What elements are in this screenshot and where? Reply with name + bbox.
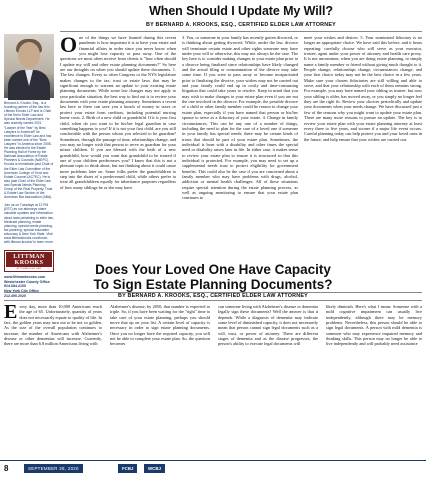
page-footer	[0, 460, 426, 480]
column-text: meet your wishes and desires. 5. Your nominated fiduciary is no longer an appropriate choice. We have said this before, and it bears repeating: carefully choose who will serve as your executor, trustee, agent under your power of attorney and health care proxy. It is not uncommon, when you are doing estate planning, to simply name a family member or friend without giving much thought to it. People change, relationships change, circumstances change, and your first choice today may not be the best choice in a few years. Make sure your chosen fiduciaries are still willing and able to serve, and that your relationship with each of them remains strong. For example, you may have named your sibling as trustee, but now your sibling is older, has moved away, or you simply no longer feel they are the right fit. Review your choices periodically and update your documents when your needs change. We have discussed just a few of the reasons why you might want to update your estate plan. There are many more reasons to pursue an update. The key is to review your estate plan with your estate planning attorney at least every three to five years, and sooner if a major life event occurs. Careful planning today can help protect you and your loved ones in the future, and help ensure that your wishes are carried out.	[304, 35, 422, 142]
divider	[4, 300, 422, 301]
office-name: Westchester County Office	[4, 279, 50, 284]
article-title: When Should I Update My Will?	[149, 4, 333, 18]
article-title	[0, 262, 426, 292]
article-column-3	[304, 35, 422, 258]
office-name: New York City Office	[4, 288, 40, 293]
office-phone: 914.684.2100	[4, 284, 26, 289]
article-byline: BY BERNARD A. KROOKS, ESQ., CERTIFIED ELDER LAW ATTORNEY	[146, 22, 336, 28]
article-column-2	[110, 304, 210, 456]
author-photo	[4, 34, 54, 98]
author-bio: Bernard A. Krooks, Esq., is a founding partner of the law firm Littman Krooks LLP and is Chair of the firm's Elder Law and Special Needs Department. He was recently named 2021 "Lawyer of the Year" by Best Lawyers in America® for excellence in Elder Law and has been named one of the "Best Lawyers" in America since 2008. He was elected to the Estate Planning Hall of Fame by the National Association of Estate Planners & Councils (NAEPC). Krooks is immediate past Chair of the Elder Law Committee of the American College of Trust and Estate Counsel (ACTEC). He is also past Chair of the Elder Law and Special Needs Planning Group of the Real Property, Trust & Estate Law Section of the American Bar Association (ABA).	[4, 101, 54, 200]
title-line: Does Your Loved One Have Capacity	[95, 262, 331, 277]
article-column-2	[182, 35, 298, 258]
article-column-4	[326, 304, 422, 456]
office-phone: 212.490.2020	[4, 293, 26, 298]
column-text: very day, more than 10,000 Americans reach the age of 65. Unfortunately, quantity of years does not necessarily equate to quality of life. In fact, the golden years may turn out to be not so golden. As the size of the overall population continues to increase, the number of Americans with Alzheimer's disease or other dementias will increase. Currently, there are more than 6.8 million Americans living with	[4, 304, 102, 347]
webinar-promo: Join us on Tuesdays at 12 PM (EST) as our attorneys share valuable updates and information about laws pertaining to elder law, Medicaid planning, estate planning, special needs planning, tax planning, special education advocacy & New York State. Visit www.littmankrooks.com/lunch-with-littman-krooks/ to learn more.	[4, 203, 54, 245]
column-text: 3. You, or someone in your family has recently gotten divorced, or is thinking about getting divorced. While, under the law, divorce will terminate certain estate and other rights someone may have under your will or otherwise, this may not always be the case. The key here is to consider making changes to your estate plan prior to a divorce being finalized since relationships have likely changed and the actual filing or consummation of the divorce may take some time. If you were to pass away or become incapacitated prior to finalizing the divorce, your wishes may not be carried out and your family could end up in costly and time-consuming litigation that could take years to resolve. Keep in mind that you may wish to make changes to your estate plan even if you are not the one involved in the divorce. For example, the possible divorce of a child or other family member could be reason to change your estate plan, especially if you have named that person or his/her spouse to serve as a fiduciary of your estate. 4. Change in family circumstances. This can be any one of a number of things, including the need to plan for the care of a loved one if someone in your family has special needs; there may be certain kinds of trusts that should be part of your estate plan. Sometimes, the individual is born with a disability and other times the special need or disability arises later in life. In either case, it makes sense to review your estate plan to ensure it is structured so that this individual is protected. For example, you may need to set up a supplemental needs trust to protect eligibility for government benefits. This could also be the case if you are concerned about a family member who may have problems with drugs, alcohol, addiction or mental health challenges. All of these situations require special attention during the estate planning process, as well as ongoing monitoring to ensure that your estate plan continues to	[182, 35, 298, 201]
article-byline: BY BERNARD A. KROOKS, ESQ., CERTIFIED ELDER LAW ATTORNEY	[118, 293, 308, 299]
column-text: ne of the things we have learned during this recent pandemic is how important it is to have your estate and financial affairs in order since you never know when you might lose capacity or pass away. One of the questions we most often receive from clients is "how often should I update my will and other estate planning documents?" So here are our thoughts on when you should update these documents. 1. The law changes. Every so often Congress or the NYS legislature makes changes to the tax, trust or estate laws that may be significant enough to warrant an update to your existing estate planning documents. While some law changes may not apply to your particular situation, the best way to find out is to review your documents with your estate planning attorney. Sometimes a recent law here or there can save you a bunch of money in taxes or protect your estate from creditors, including potential nursing home costs. 2. Birth of a new child or grandchild. If it is your first child, when do you want to be his/her legal guardian in case something happens to you? If it is not your first child, are you still comfortable with the person whom you selected to be guardian? Sometimes, through the passage of time, relationships change, and you may no longer wish that person to serve as guardian for your minor children. If you are blessed with the birth of a new grandchild, how would you want that grandchild to be treated if one of your children predeceases you? I know that this is not a pleasant topic to think about, but not thinking about it could cause more problems later on. Some folks prefer the grandchildren to step into the shoes of a predeceased child, while others prefer to treat all grandchildren equally for inheritance purposes regardless of how many siblings he or she may have.	[60, 35, 176, 190]
drop-cap: E	[4, 301, 18, 323]
drop-cap: O	[60, 32, 78, 57]
author-sidebar	[4, 34, 54, 298]
page-number: 8	[4, 464, 9, 473]
column-text: can someone living with Alzheimer's disease or dementia legally sign these documents? Well the answer is that it depends. While a diagnosis of dementia may indicate some level of diminished capacity, it does not necessarily mean that person cannot sign legal documents such as a will, trust, or power of attorney. There are different stages of dementia and as the disease progresses, the person's ability to execute legal documents will	[218, 304, 318, 347]
title-line: To Sign Estate Planning Documents?	[93, 277, 333, 292]
article-column-1	[60, 32, 176, 258]
issue-date: SEPTEMBER 28, 2020	[24, 464, 83, 473]
divider	[60, 31, 422, 32]
edition-badge: FCBJ	[118, 464, 137, 473]
article-column-3	[218, 304, 318, 456]
logo-subtitle: ATTORNEYS AT LAW	[16, 268, 42, 271]
column-text: likely diminish. Here's what I mean: Someone with a mild cognitive impairment can usually live independently, although there may be memory problems. Nevertheless, this person should be able to sign legal documents. A person with mild dementia is someone who may experience impaired memory and thinking skills. This person may no longer be able to live independently and will probably need assistance	[326, 304, 422, 347]
website-link[interactable]: www.littmankrooks.com	[4, 275, 46, 280]
article-column-1	[4, 301, 102, 456]
divider	[0, 460, 426, 461]
column-text: Alzheimer's disease; by 2050, that number is expected to triple. So, if you have been waiting for the "right" time to take care of your estate planning, perhaps you should move that up on your list. A certain level of capacity is necessary in order to sign estate planning documents. Once you no longer have the required capacity, you will not be able to complete your estate plan. So, the question becomes	[110, 304, 210, 347]
logo-text: LITTMAN KROOKS	[6, 252, 52, 267]
edition-badge: WCBJ	[144, 464, 165, 473]
